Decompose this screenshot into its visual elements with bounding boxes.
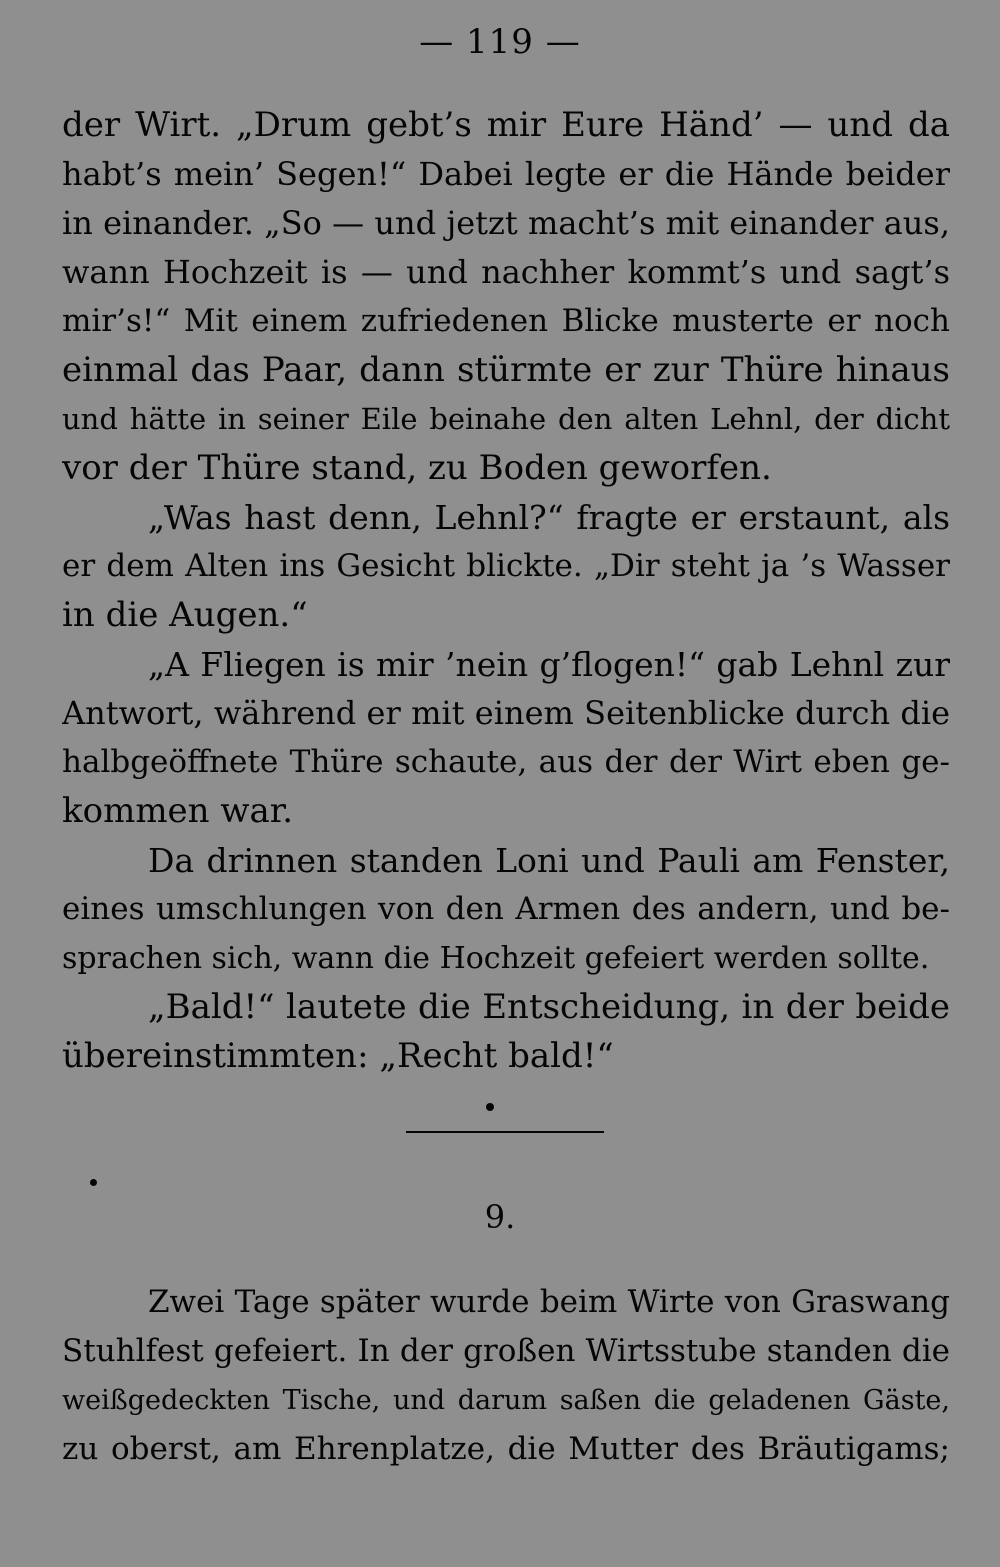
paragraph <box>62 1278 950 1474</box>
text-line: halbgeöffnete Thüre schaute, aus der der Wirt eben ge- <box>62 744 950 780</box>
text-line: mir’s!“ Mit einem zufriedenen Blicke musterte er noch <box>62 303 950 339</box>
text-line: Da drinnen standen Loni und Pauli am Fenster, <box>148 841 950 880</box>
text-line: vor der Thüre stand, zu Boden geworfen. <box>62 448 772 488</box>
text-line: „Bald!“ lautete die Entscheidung, in der beide <box>148 987 950 1027</box>
text-line: zu oberst, am Ehrenplatze, die Mutter des Bräutigams; <box>62 1431 950 1467</box>
text-after-break <box>62 1278 950 1474</box>
text-line: er dem Alten ins Gesicht blickte. „Dir steht ja ’s Wasser <box>62 548 950 584</box>
text-line: „A Fliegen is mir ’nein g’flogen!“ gab Lehnl zur <box>148 645 950 684</box>
print-speck <box>90 1179 97 1186</box>
text-line: in einander. „So — und jetzt macht’s mit einander aus, <box>62 204 950 242</box>
ornament-dot <box>486 1103 494 1111</box>
paragraph <box>62 836 950 983</box>
text-line: Stuhlfest gefeiert. In der großen Wirtsstube standen die <box>62 1333 950 1369</box>
text-before-break <box>62 101 950 1081</box>
paragraph <box>62 493 950 640</box>
paragraph <box>62 983 950 1081</box>
text-line: Zwei Tage später wurde beim Wirte von Graswang <box>148 1284 950 1320</box>
text-line: und hätte in seiner Eile beinahe den alten Lehnl, der dicht <box>62 402 950 436</box>
text-line: sprachen sich, wann die Hochzeit gefeiert werden sollte. <box>62 941 930 976</box>
paragraph <box>62 101 950 493</box>
text-line: kommen war. <box>62 791 294 831</box>
text-line: habt’s mein’ Segen!“ Dabei legte er die Hände beider <box>62 155 950 193</box>
text-line: „Was hast denn, Lehnl?“ fragte er erstaunt, als <box>148 498 950 537</box>
text-line: der Wirt. „Drum gebt’s mir Eure Händ’ — und da <box>62 105 950 145</box>
section-divider <box>406 1131 604 1133</box>
text-line: weißgedeckten Tische, und darum saßen die geladenen Gäste, <box>62 1385 950 1416</box>
text-line: in die Augen.“ <box>62 595 308 635</box>
text-line: übereinstimmten: „Recht bald!“ <box>62 1036 614 1076</box>
text-line: eines umschlungen von den Armen des andern, und be- <box>62 891 950 927</box>
text-line: einmal das Paar, dann stürmte er zur Thüre hinaus <box>62 350 950 390</box>
paragraph <box>62 640 950 836</box>
page-number: — 119 — <box>419 22 581 62</box>
text-line: wann Hochzeit is — und nachher kommt’s und sagt’s <box>62 253 950 291</box>
text-line: Antwort, während er mit einem Seitenblicke durch die <box>62 694 950 732</box>
chapter-number: 9. <box>484 1198 516 1236</box>
